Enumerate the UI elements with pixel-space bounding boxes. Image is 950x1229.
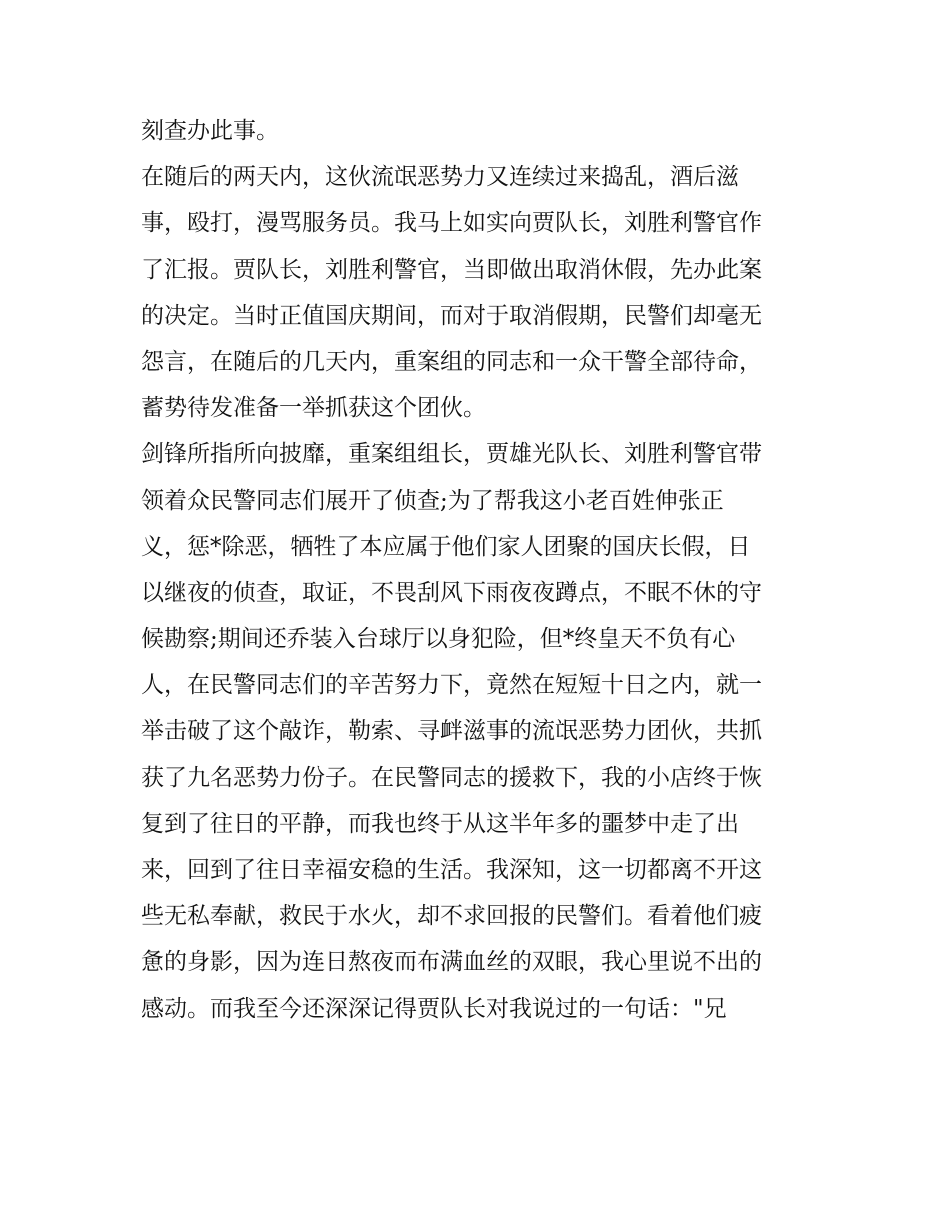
- text-line: 获了九名恶势力份子。在民警同志的援救下，我的小店终于恢: [141, 764, 762, 791]
- text-line: 怨言，在随后的几天内，重案组的同志和一众干警全部待命，: [141, 348, 762, 375]
- text-line: 剑锋所指所向披靡，重案组组长，贾雄光队长、刘胜利警官带: [141, 441, 762, 468]
- text-line: 来，回到了往日幸福安稳的生活。我深知，这一切都离不开这: [141, 857, 762, 883]
- text-line: 在随后的两天内，这伙流氓恶势力又连续过来捣乱，酒后滋: [141, 164, 739, 191]
- text-line: 惫的身影，因为连日熬夜而布满血丝的双眼，我心里说不出的: [141, 949, 762, 976]
- text-line: 以继夜的侦查，取证，不畏刮风下雨夜夜蹲点，不眠不休的守: [141, 579, 762, 606]
- text-line: 事，殴打，漫骂服务员。我马上如实向贾队长，刘胜利警官作: [141, 210, 762, 237]
- text-line: 领着众民警同志们展开了侦查;为了帮我这小老百姓伸张正: [141, 487, 724, 514]
- text-line: 蓄势待发准备一举抓获这个团伙。: [141, 395, 486, 422]
- text-line: 感动。而我至今还深深记得贾队长对我说过的一句话："兄: [141, 995, 727, 1022]
- text-line: 候勘察;期间还乔装入台球厅以身犯险，但*终皇天不负有心: [141, 626, 736, 653]
- text-line: 刻查办此事。: [141, 118, 279, 144]
- text-line: 举击破了这个敲诈，勒索、寻衅滋事的流氓恶势力团伙，共抓: [141, 718, 762, 745]
- text-line: 些无私奉献，救民于水火，却不求回报的民警们。看着他们疲: [141, 903, 762, 930]
- text-line: 人，在民警同志们的辛苦努力下，竟然在短短十日之内，就一: [141, 672, 762, 699]
- text-line: 义，惩*除恶，牺牲了本应属于他们家人团聚的国庆长假，日: [141, 533, 751, 560]
- text-line: 了汇报。贾队长，刘胜利警官，当即做出取消休假，先办此案: [141, 256, 762, 283]
- text-line: 复到了往日的平静，而我也终于从这半年多的噩梦中走了出: [141, 810, 739, 837]
- text-line: 的决定。当时正值国庆期间，而对于取消假期，民警们却毫无: [141, 302, 762, 329]
- document-body: [141, 108, 821, 1032]
